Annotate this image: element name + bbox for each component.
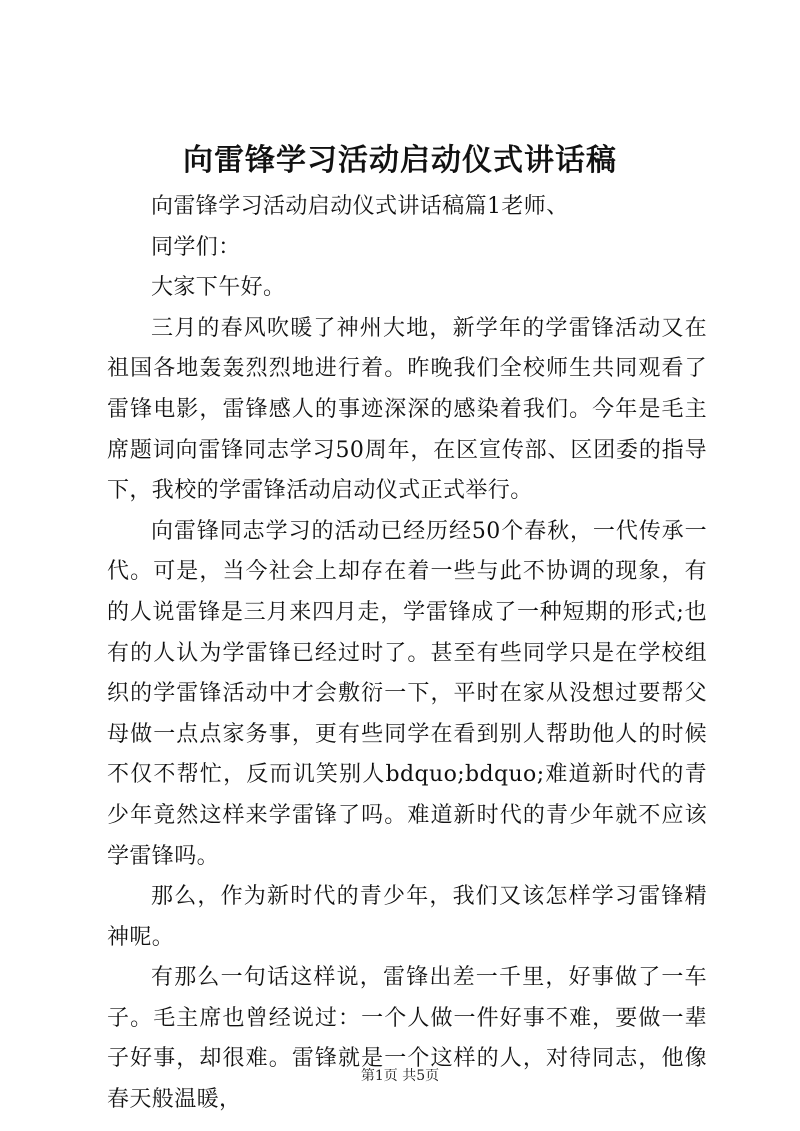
page-number-footer: 第1页 共5页 xyxy=(360,1068,440,1084)
paragraph-7: 有那么一句话这样说，雷锋出差一千里，好事做了一车子。毛主席也曾经说过：一个人做一件好事不难，要做一辈子好事，却很难。雷锋就是一个这样的人，对待同志，他像春天般温暖， xyxy=(107,965,707,1113)
paragraph-3: 大家下午好。 xyxy=(151,275,286,301)
paragraph-4: 三月的春风吹暖了神州大地，新学年的学雷锋活动又在祖国各地轰轰烈烈地进行着。昨晚我们全校师生共同观看了雷锋电影，雷锋感人的事迹深深的感染着我们。今年是毛主席题词向雷锋同志学习50周年，在区宣传部、区团委的指导下，我校的学雷锋活动启动仪式正式举行。 xyxy=(107,315,707,504)
paragraph-5: 向雷锋同志学习的活动已经历经50个春秋，一代传承一代。可是，当今社会上却存在着一些与此不协调的现象，有的人说雷锋是三月来四月走，学雷锋成了一种短期的形式;也有的人认为学雷锋已经过时了。甚至有些同学只是在学校组织的学雷锋活动中才会敷衍一下，平时在家从没想过要帮父母做一点点家务事，更有些同学在看到别人帮助他人的时候不仅不帮忙，反而讥笑别人bdquo;bdquo;难道新时代的青少年竟然这样来学雷锋了吗。难道新时代的青少年就不应该学雷锋吗。 xyxy=(107,518,707,869)
paragraph-6: 那么，作为新时代的青少年，我们又该怎样学习雷锋精神呢。 xyxy=(107,884,707,950)
page-title: 向雷锋学习活动启动仪式讲话稿 xyxy=(183,143,617,178)
paragraph-2: 同学们： xyxy=(151,234,241,260)
paragraph-1: 向雷锋学习活动启动仪式讲话稿篇1老师、 xyxy=(151,194,569,219)
document-body xyxy=(107,187,707,1121)
